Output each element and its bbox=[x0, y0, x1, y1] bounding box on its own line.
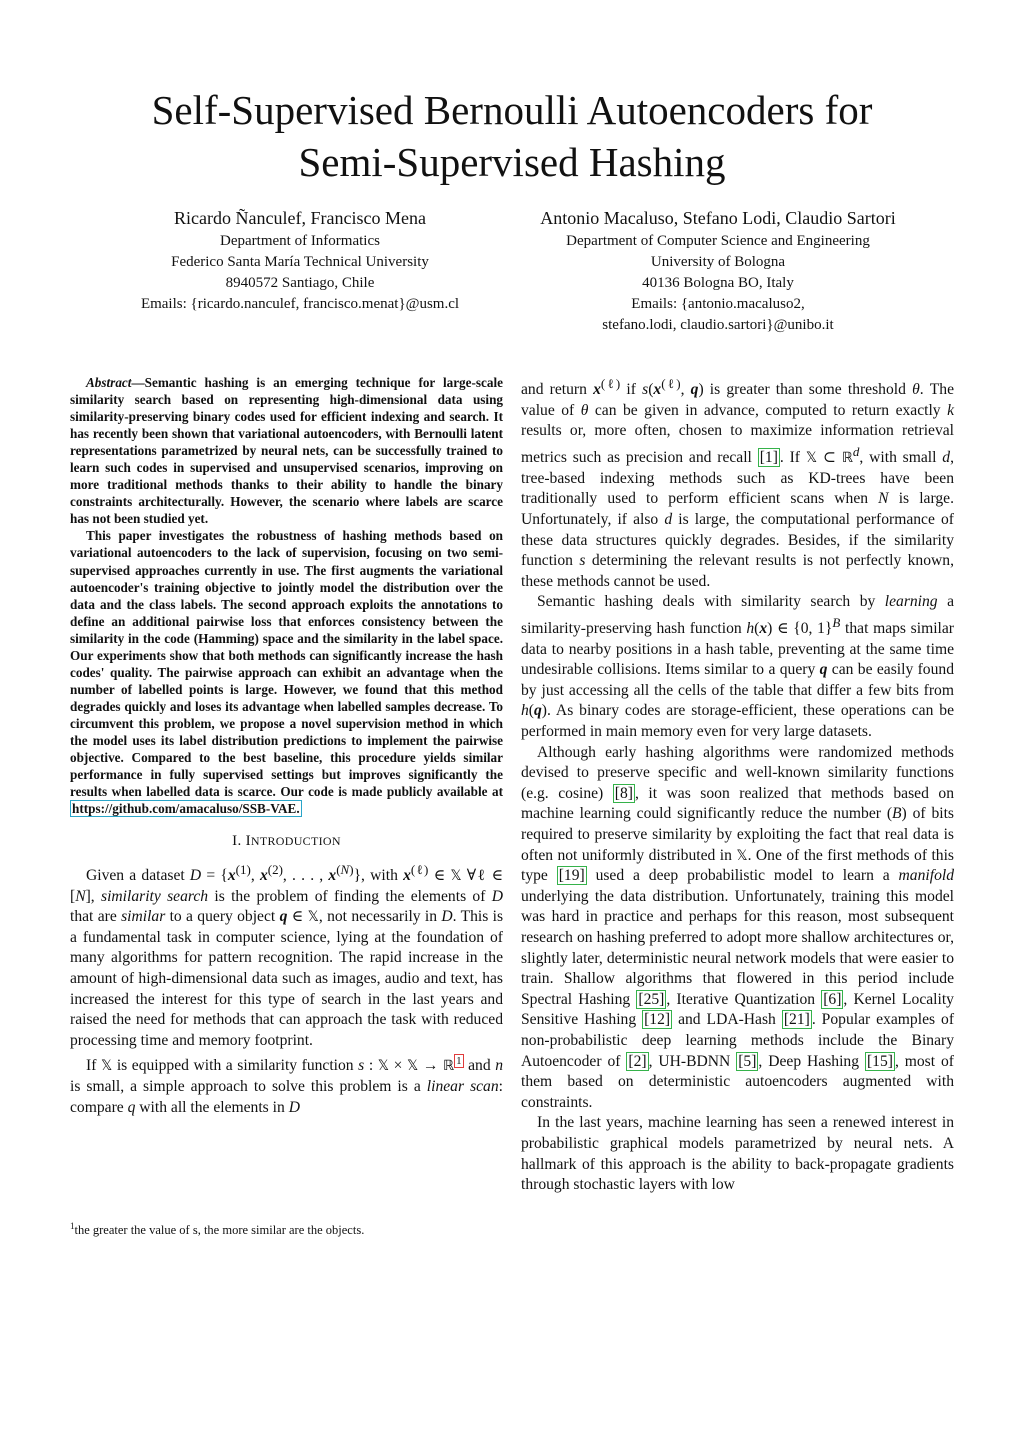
citation[interactable]: [25] bbox=[638, 990, 665, 1008]
author-address: 8940572 Santiago, Chile bbox=[225, 275, 375, 291]
introduction-body bbox=[70, 860, 503, 1119]
author-names: Ricardo Ñanculef, Francisco Mena bbox=[174, 208, 426, 228]
intro-paragraph-1: Given a dataset $D = \{x^{(1)}$, $x^{(2)}$, . . . , $x^{(N)}$}, with $x^{(\ell)}$ ∈ 𝕏 ∀ℓ ∈ [N], similarity search is the problem of finding the elements of D that are similar to a query object q ∈ 𝕏, not necessarily in D. This is a fundamental task in computer science, lying at the foundation of many algorithms for pattern recognition. The rapid increase in the amount of high-dimensional data such as images, audio and text, has increased the interest for this type of search in the last years and raised the need for methods that can approach the task with reduced processing time and memory footprint. bbox=[70, 861, 504, 1049]
right-column bbox=[521, 374, 954, 1196]
citation[interactable]: [12] bbox=[644, 1011, 671, 1029]
author-emails: Emails: {ricardo.nanculef, francisco.menat}@usm.cl bbox=[140, 296, 460, 312]
author-dept: Department of Informatics bbox=[220, 233, 380, 249]
intro-paragraph-2: If 𝕏 is equipped with a similarity function s : 𝕏 × 𝕏 → ℝ $^1$ and n is small, a simple approach to solve this problem is a linear scan: compare q with all the elements in D bbox=[70, 1055, 504, 1116]
citation[interactable]: [8] bbox=[614, 784, 633, 802]
citation[interactable]: [6] bbox=[823, 990, 842, 1008]
abstract-paragraph-1: Abstract—Semantic hashing is an emerging technique for large-scale similarity search based on representing high-dimensional data using similarity-preserving binary codes used for efficient indexing and search. It has recently been shown that variational autoencoders, with Bernoulli latent representations parametrized by neural nets, can be successfully trained to learn such codes in supervised and unsupervised scenarios, improving on more traditional methods thanks to their ability to handle the binary constraints architecturally. However, the scenario where labels are scarce has not been studied yet. bbox=[70, 375, 503, 527]
abstract bbox=[70, 374, 503, 817]
left-column bbox=[70, 374, 503, 1118]
author-emails-line-2: stefano.lodi, claudio.sartori}@unibo.it bbox=[602, 317, 834, 333]
author-address: 40136 Bologna BO, Italy bbox=[642, 275, 794, 291]
paper-title bbox=[60, 84, 964, 188]
title-line-1: Self-Supervised Bernoulli Autoencoders for bbox=[151, 87, 873, 133]
intro-paragraph-4: Although early hashing algorithms were randomized methods devised to preserve specific and well-known similarity functions (e.g. cosine) [8] , it was soon realized that methods based on machine learning could significantly reduce the number (B) of bits required to preserve similarity by exploiting the fact that real data is often not uniformly distributed in 𝕏. One of the first methods of this type [19] used a deep probabilistic model to learn a manifold underlying the data distribution. Unfortunately, training this model was hard in practice and perhaps for this reason, most subsequent research on hashing preferred to adopt more shallow architectures or, slightly later, deterministic neural network models that were easier to train. Shallow algorithms that flowered in this period include Spectral Hashing [25] , Iterative Quantization [6] , Kernel Locality Sensitive Hashing [12] and LDA-Hash [21] . Popular examples of non-probabilistic deep learning methods include the Binary Autoencoder of [2] , UH-BDNN [5] , Deep Hashing [15] , most of them based on deterministic autoencoders augmented with constraints. bbox=[521, 743, 955, 1111]
author-university: Federico Santa María Technical University bbox=[171, 254, 429, 270]
citation[interactable]: [15] bbox=[866, 1052, 893, 1070]
intro-paragraph-2-cont: and return $x^{(\ell)}$ if $s(x^{(\ell)}$, q) is greater than some threshold θ. The value of θ can be given in advance, computed to return exactly k results or, more often, chosen to maximize information retrieval metrics such as precision and recall [1] . If 𝕏 ⊂ ℝ$^d$, with small d, tree-based indexing methods such as KD-trees have been traditionally used to perform efficient scans when N is large. Unfortunately, if also d is large, the computational performance of these data structures quickly degrades. Besides, if the similarity function s determining the relevant results is not perfectly known, these methods cannot be used. bbox=[521, 376, 955, 590]
footnote: $^1$the greater the value of s, the more similar are the objects. bbox=[70, 1221, 365, 1238]
intro-paragraph-3: Semantic hashing deals with similarity search by learning a similarity-preserving hash function h(x) ∈ {0, 1}$^B$ that maps similar data to nearby positions in a hash table, preventing at the same time undesirable collisions. Items similar to a query q can be easily found by just accessing all the cells of the table that differ a few bits from h(q). As binary codes are storage-efficient, these operations can be performed in main memory even for very large datasets. bbox=[521, 593, 954, 741]
citation[interactable]: [21] bbox=[783, 1011, 810, 1029]
author-dept: Department of Computer Science and Engineering bbox=[566, 233, 870, 249]
author-university: University of Bologna bbox=[650, 254, 786, 270]
intro-paragraph-5: In the last years, machine learning has seen a renewed interest in probabilistic graphical models parametrized by neural nets. A hallmark of this approach is the ability to back-propagate gradients through stochastic layers with low bbox=[521, 1114, 954, 1194]
author-emails-line-1: Emails: {antonio.macaluso2, bbox=[631, 296, 805, 312]
footnote-ref[interactable]: 1 bbox=[456, 1055, 462, 1068]
citation[interactable]: [2] bbox=[628, 1052, 647, 1070]
author-block-right bbox=[498, 206, 938, 336]
abstract-paragraph-2: This paper investigates the robustness of hashing methods based on variational autoencoders to the lack of supervision, focusing on two semi-supervised approaches currently in use. The first augments the variational autoencoder's training objective to jointly model the distribution over the data and the class labels. The second approach exploits the annotations to define an additional pairwise loss that enforces consistency between the similarity in the code (Hamming) space and the similarity in the label space. Our experiments show that both methods can significantly increase the hash codes' quality. The pairwise approach can exhibit an advantage when the number of labelled points is large. However, we found that this method degrades quickly and loses its advantage when labelled samples decrease. To circumvent this problem, we propose a novel supervision method in which the model uses its label distribution predictions to implement the pairwise objective. Compared to the best baseline, this procedure yields similar performance in fully supervised settings but improves significantly the results when labelled data is scarce. Our code is made publicly available at https://github.com/amacaluso/SSB-VAE. bbox=[70, 528, 503, 817]
title-line-2: Semi-Supervised Hashing bbox=[298, 139, 726, 185]
author-block-left bbox=[80, 206, 520, 315]
section-heading-introduction: I. INTRODUCTION bbox=[232, 833, 341, 850]
citation[interactable]: [1] bbox=[759, 449, 778, 467]
code-link[interactable]: https://github.com/amacaluso/SSB-VAE. bbox=[72, 801, 300, 817]
citation[interactable]: [5] bbox=[738, 1052, 757, 1070]
citation[interactable]: [19] bbox=[558, 867, 585, 885]
author-names: Antonio Macaluso, Stefano Lodi, Claudio Sartori bbox=[540, 208, 896, 228]
abstract-label: Abstract bbox=[86, 375, 132, 390]
